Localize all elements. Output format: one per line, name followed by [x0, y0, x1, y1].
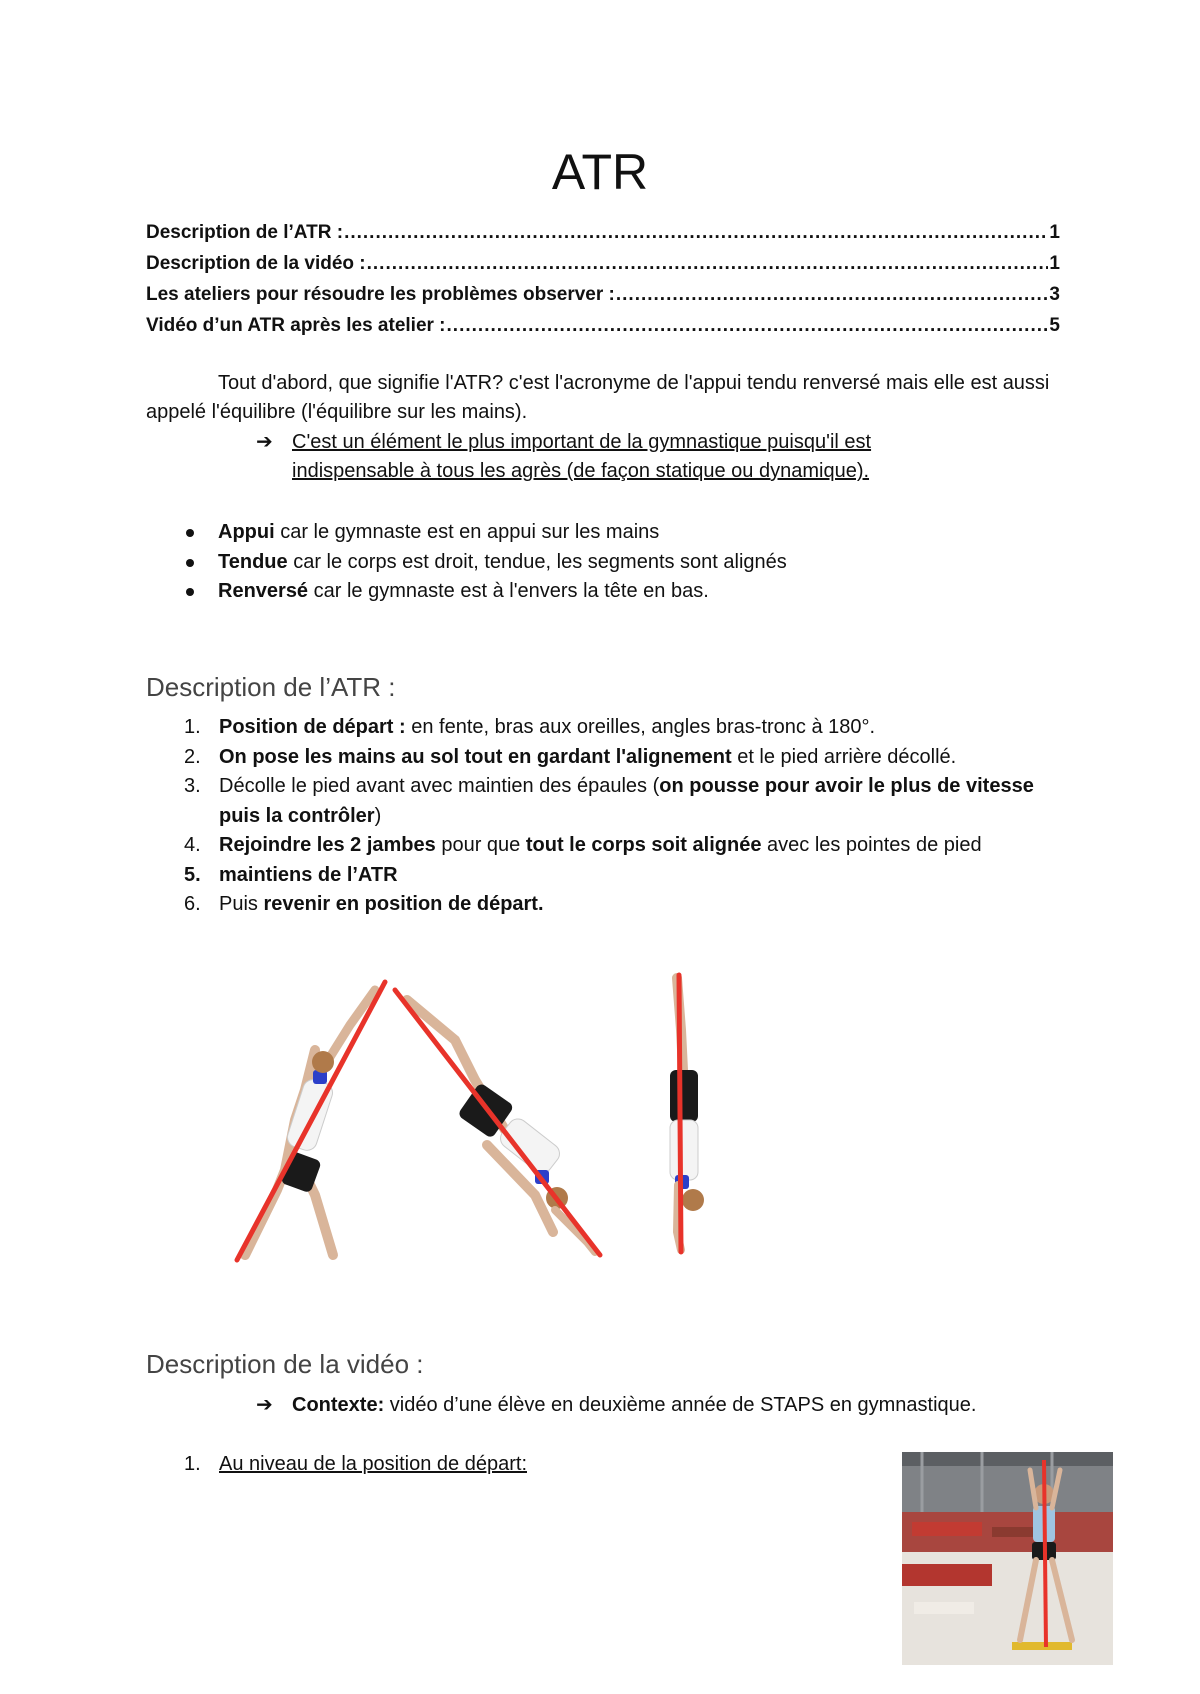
toc-leader [447, 315, 1049, 337]
intro-paragraph [146, 369, 1060, 427]
video-analysis-list [146, 1450, 846, 1480]
bullet-icon [186, 559, 194, 567]
bullet-text: car le gymnaste est à l'envers la tête en bas. [308, 580, 709, 602]
video-still-photo [902, 1452, 1113, 1665]
arrow-item [256, 428, 956, 486]
toc-page: 3 [1049, 284, 1060, 305]
step-bold: on pousse pour avoir le plus de vitesse puis la contrôler [219, 775, 1034, 827]
bullet-term: Renversé [218, 580, 309, 602]
bullet-term: Appui [218, 521, 275, 543]
context-item [256, 1391, 1076, 1420]
table-of-contents [146, 222, 1060, 346]
step-number: 1. [184, 716, 201, 738]
toc-label: Vidéo d’un ATR après les atelier : [146, 315, 446, 336]
list-item [146, 548, 1060, 578]
toc-entry[interactable] [146, 253, 1060, 284]
step-text: Puis [219, 893, 264, 915]
arrow-icon: ➔ [256, 431, 273, 453]
arrow-text: C'est un élément le plus important de la gymnastique puisqu'il est indispensable à tous les agrès (de façon statique ou dynamique). [292, 431, 872, 482]
step-text: pour que [435, 834, 526, 856]
step-text: en fente, bras aux oreilles, angles bras-tronc à 180°. [405, 716, 876, 738]
toc-label: Description de l’ATR : [146, 222, 344, 243]
section-heading-video: Description de la vidéo : [146, 1349, 424, 1379]
context-body: vidéo d’une élève en deuxième année de STAPS en gymnastique. [384, 1394, 977, 1416]
gymnast-figure-transition [395, 990, 600, 1255]
definition-list [146, 518, 1060, 607]
toc-leader [344, 222, 1048, 244]
list-item [146, 861, 1060, 891]
bullet-text: car le gymnaste est en appui sur les mains [274, 521, 660, 543]
step-bold: maintiens de l’ATR [219, 863, 398, 886]
step-bold: On pose les mains au sol tout en gardant l'alignement [219, 745, 732, 768]
context-text [292, 1391, 1076, 1420]
item-number: 1. [184, 1453, 201, 1475]
toc-page: 5 [1049, 315, 1060, 336]
toc-label: Description de la vidéo : [146, 253, 366, 274]
step-text: Décolle le pied avant avec maintien des épaules ( [219, 775, 660, 797]
list-item [146, 518, 1060, 548]
toc-entry[interactable] [146, 222, 1060, 253]
step-bold: Rejoindre les 2 jambes [219, 834, 436, 856]
step-number: 6. [184, 893, 201, 915]
list-item [146, 1450, 846, 1480]
list-item [146, 890, 1060, 920]
bullet-term: Tendue [218, 550, 288, 573]
atr-sequence-illustration [215, 970, 735, 1270]
section-heading-atr: Description de l’ATR : [146, 672, 396, 702]
toc-leader [616, 284, 1049, 306]
page-title: ATR [551, 144, 649, 200]
step-number: 4. [184, 834, 201, 856]
toc-entry[interactable] [146, 315, 1060, 346]
bullet-icon [186, 588, 194, 596]
intro-text: Tout d'abord, que signifie l'ATR? c'est l'acronyme de l'appui tendu renversé mais elle est aussi appelé l'équilibre (l'équilibre sur les mains). [146, 372, 1050, 423]
step-text: avec les pointes de pied [761, 834, 982, 856]
list-item [146, 831, 1060, 861]
bullet-icon [186, 529, 194, 537]
bullet-text: car le corps est droit, tendue, les segments sont alignés [287, 550, 787, 573]
toc-page: 1 [1049, 222, 1060, 243]
gymnast-figure-handstand [670, 975, 704, 1252]
toc-page: 1 [1049, 253, 1060, 274]
step-text: et le pied arrière décollé. [731, 745, 957, 768]
item-text: Au niveau de la position de départ: [219, 1453, 527, 1475]
context-label: Contexte: [292, 1394, 385, 1416]
toc-leader [367, 253, 1049, 275]
list-item [146, 772, 1060, 831]
step-number: 3. [184, 775, 201, 797]
list-item [146, 577, 1060, 607]
arrow-icon: ➔ [256, 1394, 273, 1416]
gymnast-figure-start [237, 982, 385, 1260]
step-bold: revenir en position de départ. [263, 893, 544, 915]
step-bold: Position de départ : [219, 716, 406, 738]
steps-list [146, 713, 1060, 920]
step-bold: tout le corps soit alignée [525, 834, 762, 856]
step-text: ) [374, 804, 382, 827]
toc-label: Les ateliers pour résoudre les problèmes observer : [146, 284, 615, 305]
step-number: 2. [184, 745, 201, 768]
list-item [146, 713, 1060, 743]
step-number: 5. [184, 863, 201, 886]
toc-entry[interactable] [146, 284, 1060, 315]
list-item [146, 743, 1060, 773]
